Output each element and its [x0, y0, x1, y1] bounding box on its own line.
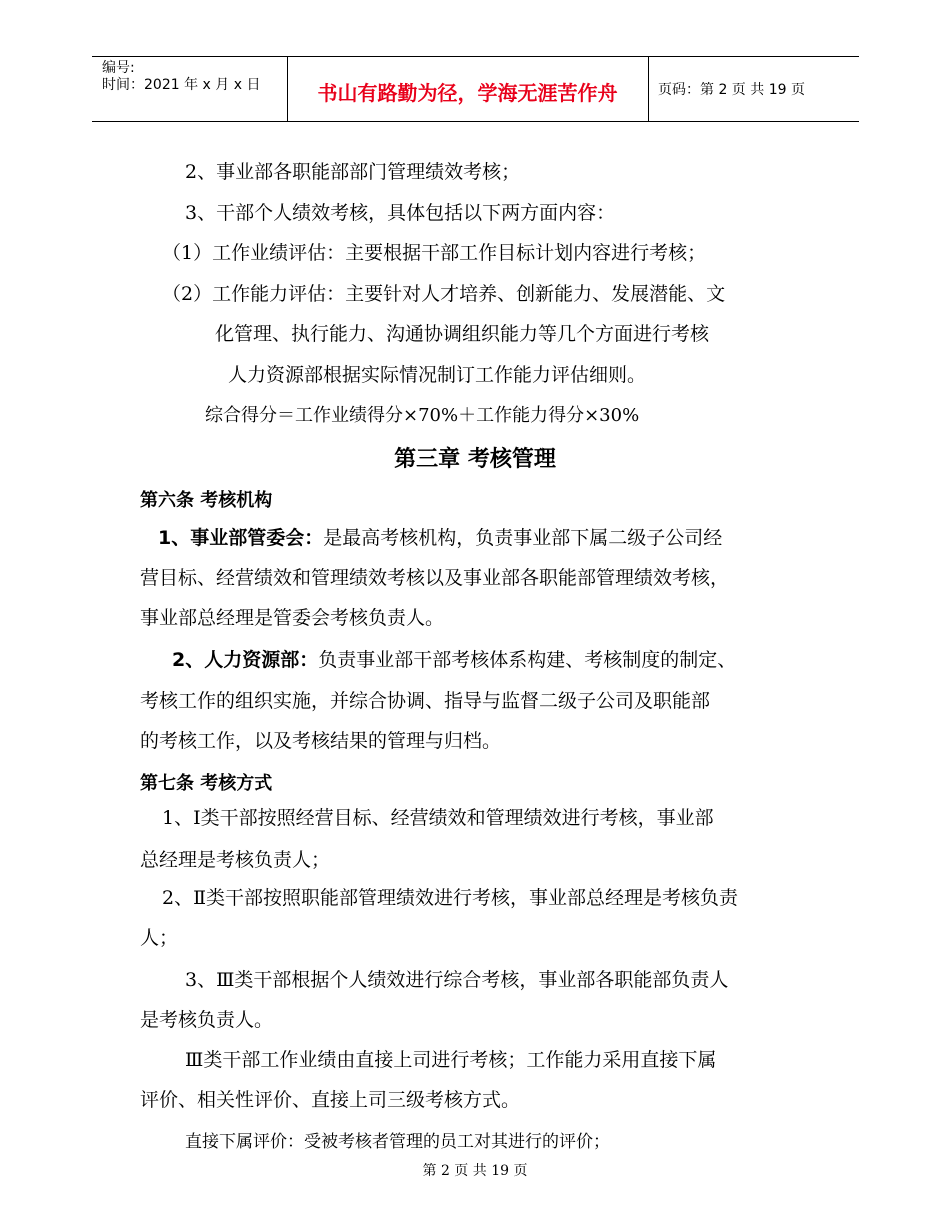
article-7-item-1-line-2: 总经理是考核负责人； [140, 849, 331, 871]
score-formula: 综合得分＝工作业绩得分×70%＋工作能力得分×30% [205, 405, 640, 426]
article-7-item-5: 直接下属评价：受被考核者管理的员工对其进行的评价； [185, 1132, 610, 1152]
article-6-item-2-line-1 [172, 648, 736, 672]
paragraph-item-2: 2、事业部各职能部部门管理绩效考核； [185, 161, 521, 183]
article-6-item-2-line-2: 考核工作的组织实施，并综合协调、指导与监督二级子公司及职能部 [140, 690, 711, 712]
article-7-item-3-line-1: 3、Ⅲ类干部根据个人绩效进行综合考核，事业部各职能部负责人 [185, 969, 729, 991]
document-time-label: 时间：2021 年 x 月 x 日 [102, 77, 261, 93]
article-6-item-1-text: 是最高考核机构，负责事业部下属二级子公司经 [323, 527, 723, 549]
header-page-cell [658, 57, 858, 121]
paragraph-sub-2-line-2: 化管理、执行能力、沟通协调组织能力等几个方面进行考核 [215, 323, 710, 345]
article-7-item-2-line-1: 2、Ⅱ类干部按照职能部管理绩效进行考核，事业部总经理是考核负责 [162, 887, 739, 909]
article-6-item-1-label: 1、事业部管委会： [158, 527, 324, 549]
header-meta-cell [92, 57, 288, 121]
article-7-item-4-line-2: 评价、相关性评价、直接上司三级考核方式。 [140, 1089, 521, 1111]
article-7-item-2-line-2: 人； [140, 927, 179, 949]
paragraph-sub-2-line-3: 人力资源部根据实际情况制订工作能力评估细则。 [228, 364, 647, 386]
header-motto-cell [287, 57, 649, 121]
page-header [92, 56, 859, 122]
article-6-item-2-text: 负责事业部干部考核体系构建、考核制度的制定、 [318, 649, 737, 671]
paragraph-item-3: 3、干部个人绩效考核，具体包括以下两方面内容： [185, 202, 616, 224]
article-6-item-1-line-3: 事业部总经理是管委会考核负责人。 [140, 607, 445, 629]
article-7-item-1-line-1: 1、Ⅰ类干部按照经营目标、经营绩效和管理绩效进行考核，事业部 [162, 807, 714, 829]
article-6-item-2-line-3: 的考核工作，以及考核结果的管理与归档。 [140, 730, 502, 752]
page-footer: 第 2 页 共 19 页 [422, 1163, 528, 1179]
header-page-info: 页码：第 2 页 共 19 页 [658, 82, 805, 98]
article-7-title: 第七条 考核方式 [140, 773, 273, 794]
paragraph-sub-1: （1）工作业绩评估：主要根据干部工作目标计划内容进行考核； [162, 242, 707, 264]
article-7-item-3-line-2: 是考核负责人。 [140, 1009, 274, 1031]
article-7-item-4-line-1: Ⅲ类干部工作业绩由直接上司进行考核；工作能力采用直接下属 [185, 1049, 717, 1071]
paragraph-sub-2-line-1: （2）工作能力评估：主要针对人才培养、创新能力、发展潜能、文 [162, 283, 726, 305]
chapter-title: 第三章 考核管理 [394, 447, 556, 472]
document-number-label: 编号: [102, 60, 135, 76]
header-motto: 书山有路勤为径，学海无涯苦作舟 [317, 81, 618, 105]
article-6-title: 第六条 考核机构 [140, 490, 273, 511]
article-6-item-2-label: 2、人力资源部： [172, 649, 319, 671]
article-6-item-1-line-1 [158, 526, 722, 550]
article-6-item-1-line-2: 营目标、经营绩效和管理绩效考核以及事业部各职能部管理绩效考核， [140, 567, 730, 589]
